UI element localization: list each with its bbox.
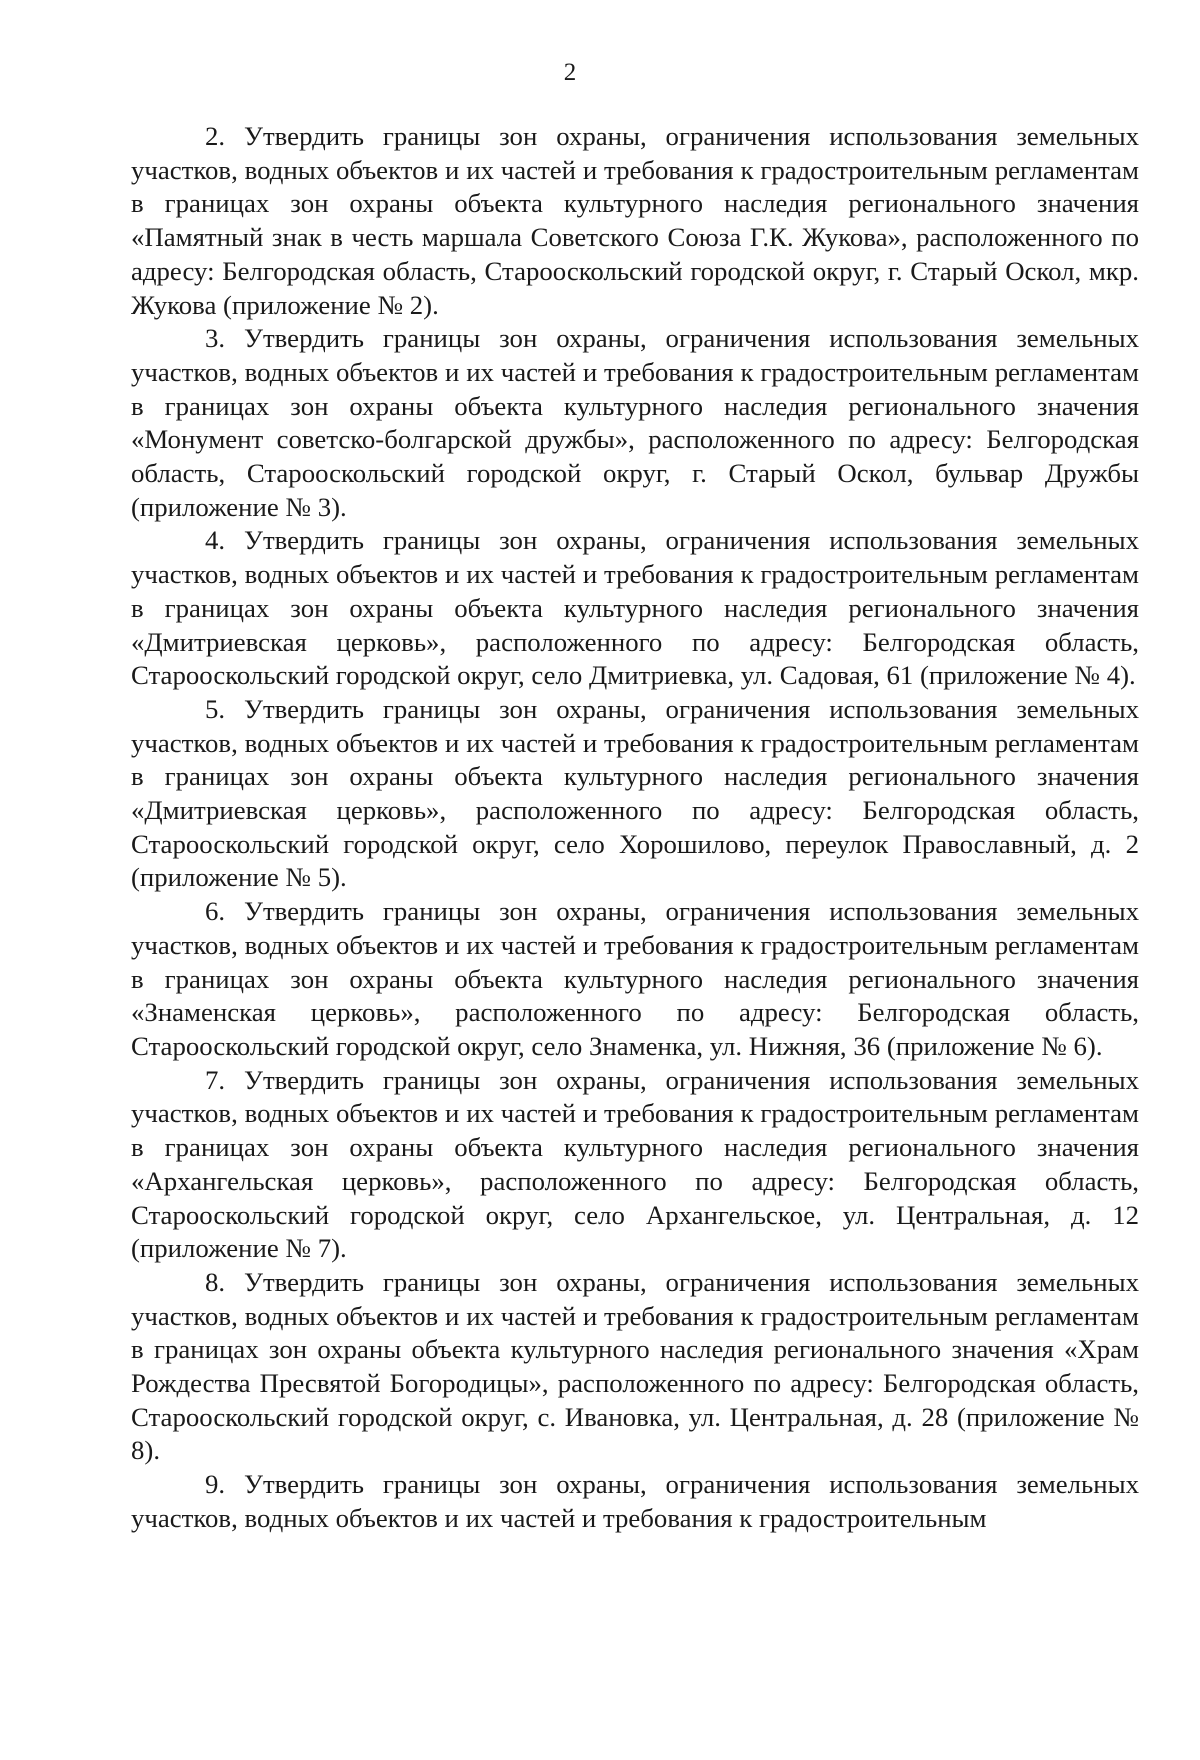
paragraph-item-3: 3. Утвердить границы зон охраны, ограничения использования земельных участков, водных объектов и их частей и требования к градостроительным регламентам в границах зон охраны объекта культурного наследия регионального значения «Монумент советско-болгарской дружбы», расположенного по адресу: Белгородская область, Старооскольский городской округ, г. Старый Оскол, бульвар Дружбы (приложение № 3). bbox=[131, 323, 1139, 522]
paragraph-item-9: 9. Утвердить границы зон охраны, ограничения использования земельных участков, водных объектов и их частей и требования к градостроительным bbox=[131, 1469, 1139, 1533]
paragraph-item-8: 8. Утвердить границы зон охраны, ограничения использования земельных участков, водных объектов и их частей и требования к градостроительным регламентам в границах зон охраны объекта культурного наследия регионального значения «Храм Рождества Пресвятой Богородицы», расположенного по адресу: Белгородская область, Старооскольский городской округ, с. Ивановка, ул. Центральная, д. 28 (приложение № 8). bbox=[131, 1266, 1139, 1466]
paragraph-item-7: 7. Утвердить границы зон охраны, ограничения использования земельных участков, водных объектов и их частей и требования к градостроительным регламентам в границах зон охраны объекта культурного наследия регионального значения «Архангельская церковь», расположенного по адресу: Белгородская область, Старооскольский городской округ, село Архангельское, ул. Центральная, д. 12 (приложение № 7). bbox=[131, 1064, 1139, 1264]
page-number: 2 bbox=[563, 59, 577, 86]
paragraph-item-6: 6. Утвердить границы зон охраны, ограничения использования земельных участков, водных объектов и их частей и требования к градостроительным регламентам в границах зон охраны объекта культурного наследия регионального значения «Знаменская церковь», расположенного по адресу: Белгородская область, Старооскольский городской округ, село Знаменка, ул. Нижняя, 36 (приложение № 6). bbox=[131, 896, 1139, 1061]
document-body bbox=[131, 120, 1139, 1536]
paragraph-item-4: 4. Утвердить границы зон охраны, ограничения использования земельных участков, водных объектов и их частей и требования к градостроительным регламентам в границах зон охраны объекта культурного наследия регионального значения «Дмитриевская церковь», расположенного по адресу: Белгородская область, Старооскольский городской округ, село Дмитриевка, ул. Садовая, 61 (приложение № 4). bbox=[131, 525, 1139, 691]
paragraph-item-2: 2. Утвердить границы зон охраны, ограничения использования земельных участков, водных объектов и их частей и требования к градостроительным регламентам в границах зон охраны объекта культурного наследия регионального значения «Памятный знак в честь маршала Советского Союза Г.К. Жукова», расположенного по адресу: Белгородская область, Старооскольский городской округ, г. Старый Оскол, мкр. Жукова (приложение № 2). bbox=[131, 121, 1139, 320]
paragraph-item-5: 5. Утвердить границы зон охраны, ограничения использования земельных участков, водных объектов и их частей и требования к градостроительным регламентам в границах зон охраны объекта культурного наследия регионального значения «Дмитриевская церковь», расположенного по адресу: Белгородская область, Старооскольский городской округ, село Хорошилово, переулок Православный, д. 2 (приложение № 5). bbox=[131, 693, 1139, 893]
